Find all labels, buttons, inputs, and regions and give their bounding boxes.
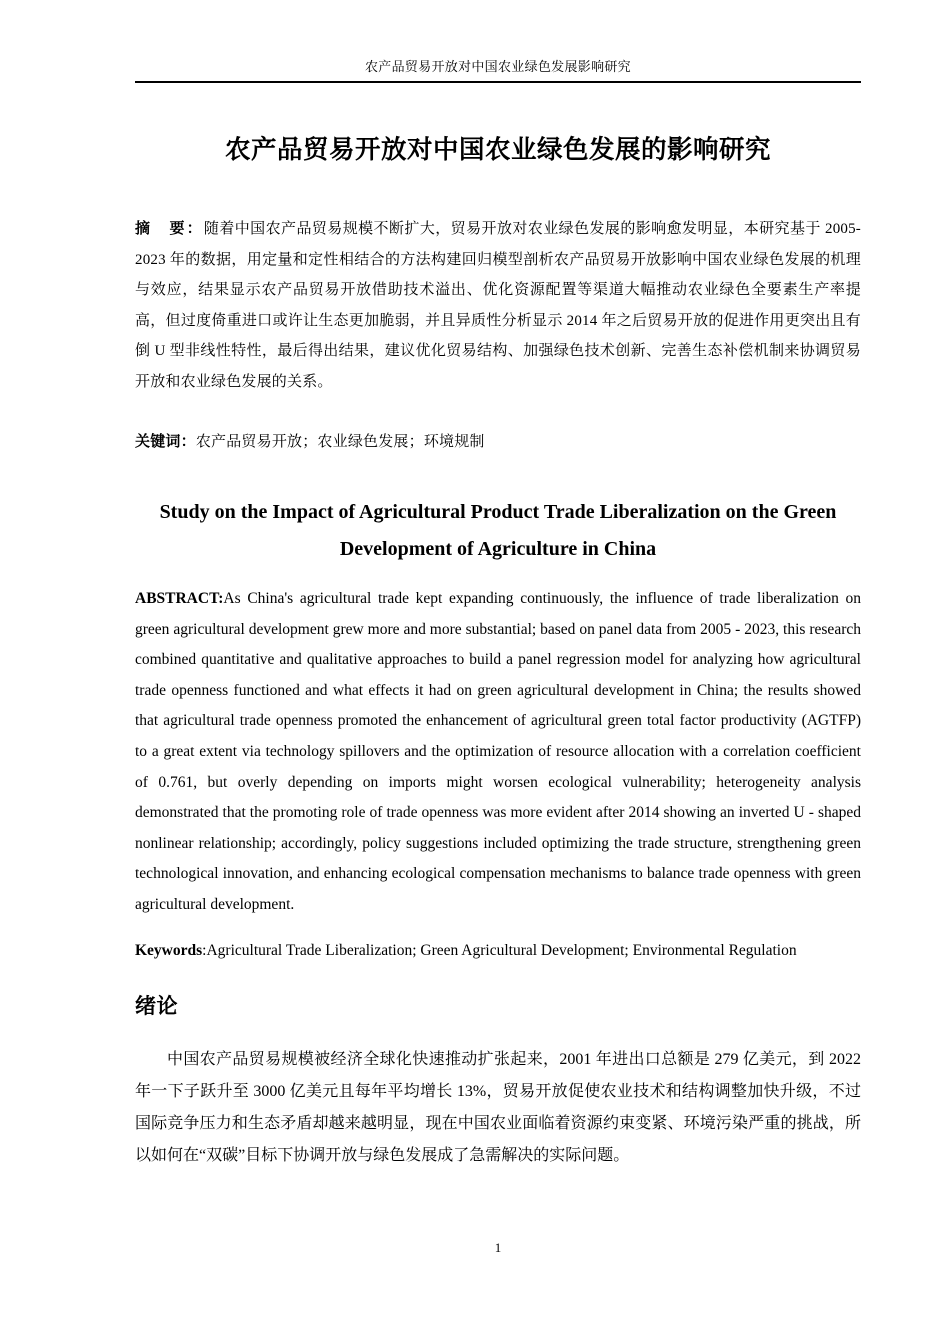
section-heading-introduction: 绪论 [135,993,178,1018]
chinese-abstract-label: 摘 要： [135,221,204,237]
english-abstract-label: ABSTRACT: [135,590,224,608]
header-divider-rule [135,81,861,83]
english-abstract [135,584,861,921]
page-number: 1 [494,1240,502,1255]
chinese-abstract [135,214,861,397]
english-keywords [135,936,861,967]
document-content [135,112,861,1188]
chinese-title: 农产品贸易开放对中国农业绿色发展的影响研究 [224,135,771,165]
english-abstract-text: As China's agricultural trade kept expanding continuously, the influence of trade liberalization on green agricultural development grew more and more substantial; based on panel data from 2005 - 2023, this research combined quantitative and qualitative approaches to build a panel regression model for analyzing how agricultural trade openness functioned and what effects it had on green agricultural development in China; the results showed that agricultural trade openness promoted the enhancement of agricultural green total factor productivity (AGTFP) to a great extent via technology spillovers and the optimization of resource allocation with a correlation coefficient of 0.761, but overly depending on imports might worsen ecological vulnerability; heterogeneity analysis demonstrated that the promoting role of trade openness was more evident after 2014 showing an inverted U - shaped nonlinear relationship; accordingly, policy suggestions included optimizing the trade structure, strengthening green technological innovation, and enhancing ecological compensation mechanisms to balance trade openness with green agricultural development. [135,590,861,914]
chinese-keywords [135,427,861,458]
chinese-keywords-label: 关键词： [135,434,196,450]
running-header-text: 农产品贸易开放对中国农业绿色发展影响研究 [364,59,631,74]
running-header [135,58,861,83]
chinese-abstract-text: 随着中国农产品贸易规模不断扩大，贸易开放对农业绿色发展的影响愈发明显，本研究基于 2005-2023 年的数据，用定量和定性相结合的方法构建回归模型剖析农产品贸易开放影响中国农业绿色发展的机理与效应，结果显示农产品贸易开放借助技术溢出、优化资源配置等渠道大幅推动农业绿色全要素生产率提高，但过度倚重进口或许让生态更加脆弱，并且异质性分析显示 2014 年之后贸易开放的促进作用更突出且有倒 U 型非线性特性，最后得出结果，建议优化贸易结构、加强绿色技术创新、完善生态补偿机制来协调贸易开放和农业绿色发展的关系。 [135,221,861,390]
english-keywords-text: :Agricultural Trade Liberalization; Green Agricultural Development; Environmental Regulation [202,942,797,960]
english-title: Study on the Impact of Agricultural Product Trade Liberalization on the Green Development of Agriculture in China [159,500,837,560]
introduction-paragraph: 中国农产品贸易规模被经济全球化快速推动扩张起来，2001 年进出口总额是 279 亿美元，到 2022 年一下子跃升至 3000 亿美元且每年平均增长 13%，贸易开放促使农业技术和结构调整加快升级，不过国际竞争压力和生态矛盾却越来越明显，现在中国农业面临着资源约束变紧、环境污染严重的挑战，所以如何在“双碳”目标下协调开放与绿色发展成了急需解决的实际问题。 [135,1050,861,1164]
english-keywords-label: Keywords [135,942,203,960]
chinese-keywords-text: 农产品贸易开放；农业绿色发展；环境规制 [195,434,485,450]
